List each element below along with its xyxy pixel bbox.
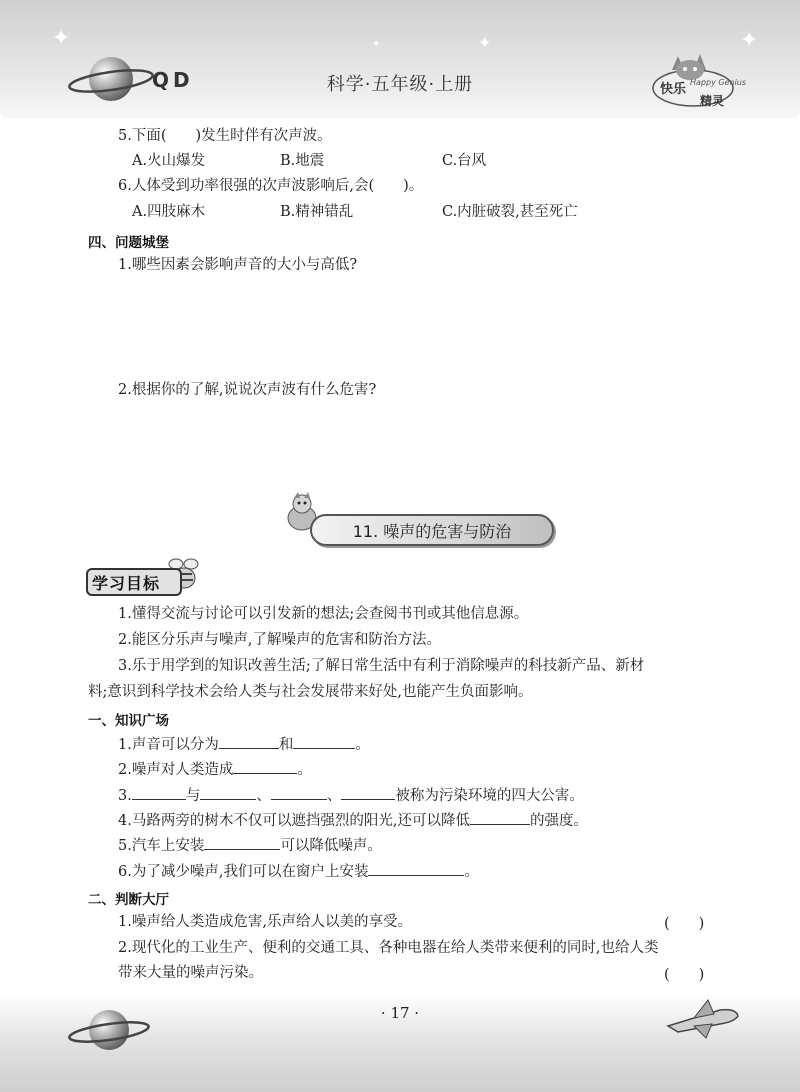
lesson-title: 11. 噪声的危害与防治 <box>352 522 512 541</box>
question-text: 与 <box>185 788 201 804</box>
goal-item: 2.能区分乐声与噪声,了解噪声的危害和防治方法。 <box>118 632 441 648</box>
star-icon: ✦ <box>478 33 492 52</box>
logo-text-en: Happy Genius <box>690 78 747 87</box>
fill-question-5 <box>118 834 382 856</box>
question-text: 的强度。 <box>529 813 588 829</box>
answer-blank[interactable] <box>470 809 530 825</box>
goals-label-box <box>86 568 182 596</box>
choice-option: B.地震 <box>280 153 325 169</box>
answer-paren[interactable]: ( ) <box>664 967 705 983</box>
goal-item: 料;意识到科学技术会给人类与社会发展带来好处,也能产生负面影响。 <box>88 684 533 700</box>
question-text: 和 <box>278 737 294 753</box>
star-icon: ✦ <box>52 26 71 51</box>
fill-question-4 <box>118 809 588 831</box>
question-text: 1.声音可以分为 <box>118 737 219 753</box>
question-text: 被称为污染环境的四大公害。 <box>395 788 584 804</box>
series-code: QD <box>152 68 194 92</box>
choice-option: C.台风 <box>442 153 487 169</box>
book-title: 科学·五年级·上册 <box>326 74 474 95</box>
answer-blank[interactable] <box>204 834 280 850</box>
judge-question-1: 1.噪声给人类造成危害,乐声给人以美的享受。 <box>118 914 412 930</box>
question-text: 4.马路两旁的树木不仅可以遮挡强烈的阳光,还可以降低 <box>118 813 470 829</box>
fill-question-6 <box>118 860 479 882</box>
question-text: 。 <box>355 737 370 753</box>
answer-blank[interactable] <box>233 758 297 774</box>
page-number: · 17 · <box>380 1004 420 1022</box>
question-text: 。 <box>464 864 479 880</box>
question-text: 6.为了减少噪声,我们可以在窗户上安装 <box>118 864 369 880</box>
section-heading-four: 四、问题城堡 <box>88 235 169 251</box>
section-heading-two: 二、判断大厅 <box>88 892 169 908</box>
judge-question-2-cont: 带来大量的噪声污染。 <box>118 965 263 981</box>
star-icon: ✦ <box>740 28 759 53</box>
choice-option: A.四肢麻木 <box>132 204 206 220</box>
choice-option: C.内脏破裂,甚至死亡 <box>442 204 578 220</box>
goal-item: 3.乐于用学到的知识改善生活;了解日常生活中有利于消除噪声的科技新产品、新材 <box>118 658 645 674</box>
answer-blank[interactable] <box>200 784 256 800</box>
lesson-title-banner <box>310 514 554 546</box>
fill-question-1 <box>118 733 370 755</box>
choice-option: A.火山爆发 <box>132 153 206 169</box>
question-text: 2.根据你的了解,说说次声波有什么危害? <box>118 382 377 398</box>
answer-blank[interactable] <box>368 860 464 876</box>
section-heading-one: 一、知识广场 <box>88 713 169 729</box>
answer-blank[interactable] <box>341 784 395 800</box>
question-text: 可以降低噪声。 <box>280 838 382 854</box>
goal-item: 1.懂得交流与讨论可以引发新的想法;会查阅书刊或其他信息源。 <box>118 606 529 622</box>
fill-question-3 <box>118 784 584 806</box>
question-text: 5.汽车上安装 <box>118 838 205 854</box>
question-text: 1.哪些因素会影响声音的大小与高低? <box>118 257 358 273</box>
judge-question-2: 2.现代化的工业生产、便利的交通工具、各种电器在给人类带来便利的同时,也给人类 <box>118 940 659 956</box>
answer-paren[interactable]: ( ) <box>664 916 705 932</box>
question-text: 、 <box>326 788 342 804</box>
logo-text-2: 精灵 <box>700 94 725 108</box>
choice-question-6: 6.人体受到功率很强的次声波影响后,会( )。 <box>118 178 424 194</box>
question-text: 3. <box>118 788 132 804</box>
star-icon: ✦ <box>372 39 381 50</box>
choice-question-5: 5.下面( )发生时伴有次声波。 <box>118 128 332 144</box>
logo-text-1: 快乐 <box>660 82 687 97</box>
goals-label: 学习目标 <box>92 574 161 593</box>
question-text: 。 <box>297 762 312 778</box>
answer-blank[interactable] <box>271 784 327 800</box>
choice-option: B.精神错乱 <box>280 204 354 220</box>
answer-blank[interactable] <box>293 733 355 749</box>
question-text: 2.噪声对人类造成 <box>118 762 234 778</box>
answer-blank[interactable] <box>132 784 186 800</box>
answer-blank[interactable] <box>219 733 279 749</box>
question-text: 、 <box>256 788 271 804</box>
fill-question-2 <box>118 758 312 780</box>
